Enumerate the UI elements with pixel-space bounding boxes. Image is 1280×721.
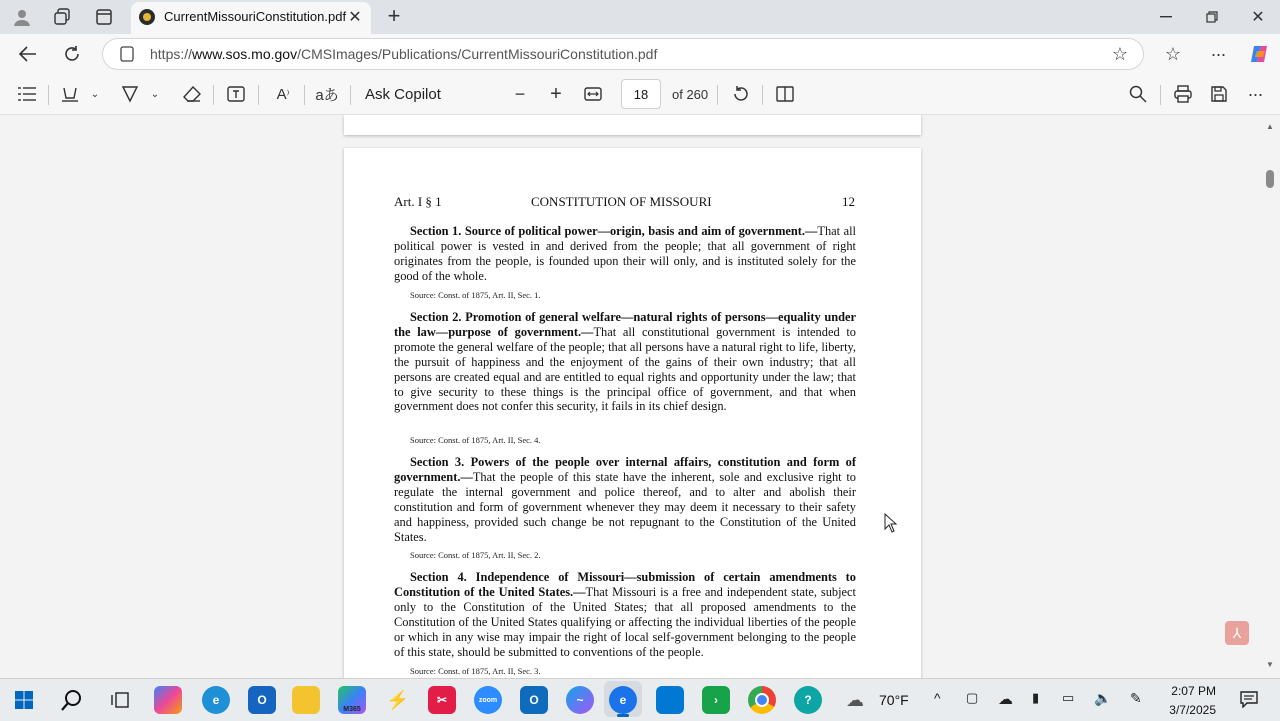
show-hidden-icons-icon[interactable]: ^ bbox=[934, 690, 941, 706]
pen-icon[interactable]: ✎ bbox=[1130, 690, 1142, 706]
toolbar-divider bbox=[304, 85, 305, 105]
tab-title: CurrentMissouriConstitution.pdf bbox=[164, 9, 347, 24]
toolbar-divider bbox=[258, 85, 259, 105]
section-2-source: Source: Const. of 1875, Art. II, Sec. 4. bbox=[410, 435, 541, 445]
ask-copilot-button[interactable]: Ask Copilot bbox=[365, 86, 441, 103]
toolbar-divider bbox=[717, 85, 718, 105]
outlook-new-icon[interactable]: O bbox=[520, 686, 548, 714]
network-icon[interactable]: ▭ bbox=[1062, 690, 1075, 705]
scroll-down-icon[interactable]: ▼ bbox=[1266, 660, 1274, 669]
zoom-in-icon[interactable]: + bbox=[550, 82, 562, 105]
read-aloud-icon[interactable]: A ⁾ bbox=[276, 85, 290, 103]
page-number-input[interactable]: 18 bbox=[621, 79, 661, 109]
page-header-left: Art. I § 1 bbox=[394, 194, 442, 209]
minimize-icon[interactable] bbox=[1154, 6, 1178, 28]
edge-icon[interactable]: e bbox=[202, 686, 230, 714]
toolbar-divider bbox=[762, 85, 763, 105]
draw-icon[interactable] bbox=[118, 84, 142, 104]
store-icon[interactable] bbox=[656, 686, 684, 714]
translate-icon[interactable]: aあ bbox=[315, 86, 339, 104]
clock-time[interactable]: 2:07 PM bbox=[1171, 684, 1216, 698]
mouse-cursor-icon bbox=[884, 513, 898, 533]
back-icon[interactable] bbox=[16, 43, 40, 65]
copilot-icon[interactable] bbox=[1248, 43, 1270, 65]
scroll-up-icon[interactable]: ▲ bbox=[1266, 122, 1274, 131]
onedrive-icon[interactable]: ☁ bbox=[998, 691, 1013, 708]
copilot-app-icon[interactable] bbox=[154, 686, 182, 714]
snipping-tool-icon[interactable]: ✂ bbox=[428, 686, 456, 714]
outlook-icon[interactable]: O bbox=[248, 686, 276, 714]
pdf-page bbox=[344, 148, 921, 678]
toolbar-divider bbox=[1160, 85, 1161, 105]
search-icon[interactable] bbox=[58, 686, 86, 714]
new-tab-icon[interactable]: + bbox=[387, 3, 401, 28]
section-1: Section 1. Source of political power—origin, basis and aim of government.—That all political power is vested in and derived from the people; that all government of right originates from the people, is founded upon their will only, and is instituted solely for the good of the whole. bbox=[394, 224, 856, 283]
page-info-icon[interactable] bbox=[118, 45, 136, 63]
print-icon[interactable] bbox=[1172, 84, 1194, 104]
usb-icon[interactable]: ▮ bbox=[1032, 690, 1040, 705]
url-text[interactable]: https://www.sos.mo.gov/CMSImages/Publications/CurrentMissouriConstitution.pdf bbox=[150, 46, 658, 62]
eraser-icon[interactable] bbox=[180, 84, 204, 104]
highlight-dropdown-icon[interactable]: ⌄ bbox=[90, 88, 100, 100]
start-icon[interactable] bbox=[10, 686, 38, 714]
restore-icon[interactable] bbox=[1200, 6, 1224, 28]
favorite-star-icon[interactable]: ☆ bbox=[1111, 43, 1129, 64]
highlight-icon[interactable] bbox=[58, 84, 82, 104]
vertical-tabs-icon[interactable] bbox=[92, 5, 116, 29]
active-app-indicator bbox=[617, 714, 629, 717]
workspaces-icon[interactable] bbox=[50, 5, 74, 29]
edge-active-icon[interactable]: e bbox=[609, 686, 637, 714]
more-options-icon[interactable]: ··· bbox=[1210, 43, 1226, 64]
messenger-icon[interactable]: ~ bbox=[566, 686, 594, 714]
page-number-label: 12 bbox=[842, 194, 855, 209]
add-text-icon[interactable] bbox=[224, 84, 248, 104]
section-4-source: Source: Const. of 1875, Art. II, Sec. 3. bbox=[410, 666, 541, 676]
close-window-icon[interactable]: ✕ bbox=[1251, 9, 1265, 26]
task-view-icon[interactable] bbox=[106, 686, 134, 714]
terminal-icon[interactable]: › bbox=[702, 686, 730, 714]
zoom-out-icon[interactable]: − bbox=[514, 83, 526, 104]
site-favicon-icon bbox=[139, 9, 155, 25]
refresh-icon[interactable] bbox=[60, 43, 84, 65]
help-icon[interactable]: ? bbox=[794, 686, 822, 714]
file-explorer-icon[interactable] bbox=[292, 686, 320, 714]
weather-temperature[interactable]: 70°F bbox=[879, 692, 909, 708]
toolbar-divider bbox=[350, 85, 351, 105]
previous-page bbox=[344, 115, 921, 135]
scrollbar-thumb[interactable] bbox=[1266, 170, 1274, 188]
acrobat-icon[interactable]: ⅄ bbox=[1225, 621, 1249, 645]
toolbar-divider bbox=[48, 85, 49, 105]
toolbar-divider bbox=[213, 85, 214, 105]
close-tab-icon[interactable]: ✕ bbox=[348, 9, 362, 26]
page-view-icon[interactable] bbox=[774, 84, 796, 104]
notifications-icon[interactable] bbox=[1240, 690, 1258, 708]
section-2: Section 2. Promotion of general welfare—natural rights of persons—equality under the law—purpose of government.—That all constitutional government is intended to promote the general welfare of the people; that all persons have a natural right to life, liberty, the pursuit of happiness and the enjoyment of the gains of their own industry; that all persons are created equal and are entitled to equal rights and opportunity under the law; that to give security to these things is the principal office of government, and that when government does not confer this security, it fails in its chief design. bbox=[394, 310, 856, 414]
contents-icon[interactable] bbox=[16, 84, 38, 104]
rotate-icon[interactable] bbox=[730, 84, 752, 104]
chrome-icon[interactable] bbox=[748, 686, 776, 714]
profile-icon[interactable] bbox=[8, 4, 36, 30]
section-3: Section 3. Powers of the people over internal affairs, constitution and form of government.—That the people of this state have the inherent, sole and exclusive right to regulate the internal government and police thereof, and to alter and abolish their constitution and form of government whenever they may deem it necessary to their safety and happiness, provided such change be not repugnant to the Constitution of the United States. bbox=[394, 455, 856, 544]
weather-icon[interactable]: ☁ bbox=[846, 690, 864, 710]
m365-icon[interactable]: M365 bbox=[338, 686, 366, 714]
page-header-title: CONSTITUTION OF MISSOURI bbox=[531, 194, 712, 209]
pdf-more-options-icon[interactable]: ··· bbox=[1247, 83, 1263, 104]
section-4: Section 4. Independence of Missouri—submission of certain amendments to Constitution of the United States.—That Missouri is a free and independent state, subject only to the Constitution of the United States; that all proposed amendments to the Constitution of the United States qualifying or affecting the individual liberties of the people or which in any wise may impair the right of local self-government belonging to the people of this state, should be submitted to conventions of the people. bbox=[394, 570, 856, 659]
page-count: of 260 bbox=[672, 87, 709, 102]
vertical-scrollbar[interactable] bbox=[1262, 115, 1280, 678]
save-icon[interactable] bbox=[1208, 84, 1230, 104]
find-icon[interactable] bbox=[1127, 84, 1149, 104]
volume-icon[interactable]: 🔈 bbox=[1094, 690, 1112, 706]
power-automate-icon[interactable]: ⚡ bbox=[386, 689, 410, 710]
clock-date[interactable]: 3/7/2025 bbox=[1169, 703, 1216, 717]
draw-dropdown-icon[interactable]: ⌄ bbox=[150, 88, 160, 100]
zoom-icon[interactable]: zoom bbox=[474, 686, 502, 714]
pdf-viewer[interactable] bbox=[0, 115, 1262, 678]
section-1-source: Source: Const. of 1875, Art. II, Sec. 1. bbox=[410, 290, 541, 300]
favorites-icon[interactable]: ☆ bbox=[1164, 43, 1182, 64]
section-3-source: Source: Const. of 1875, Art. II, Sec. 2. bbox=[410, 550, 541, 560]
fit-page-icon[interactable] bbox=[582, 84, 604, 104]
meet-now-icon[interactable]: ▢ bbox=[966, 690, 979, 705]
